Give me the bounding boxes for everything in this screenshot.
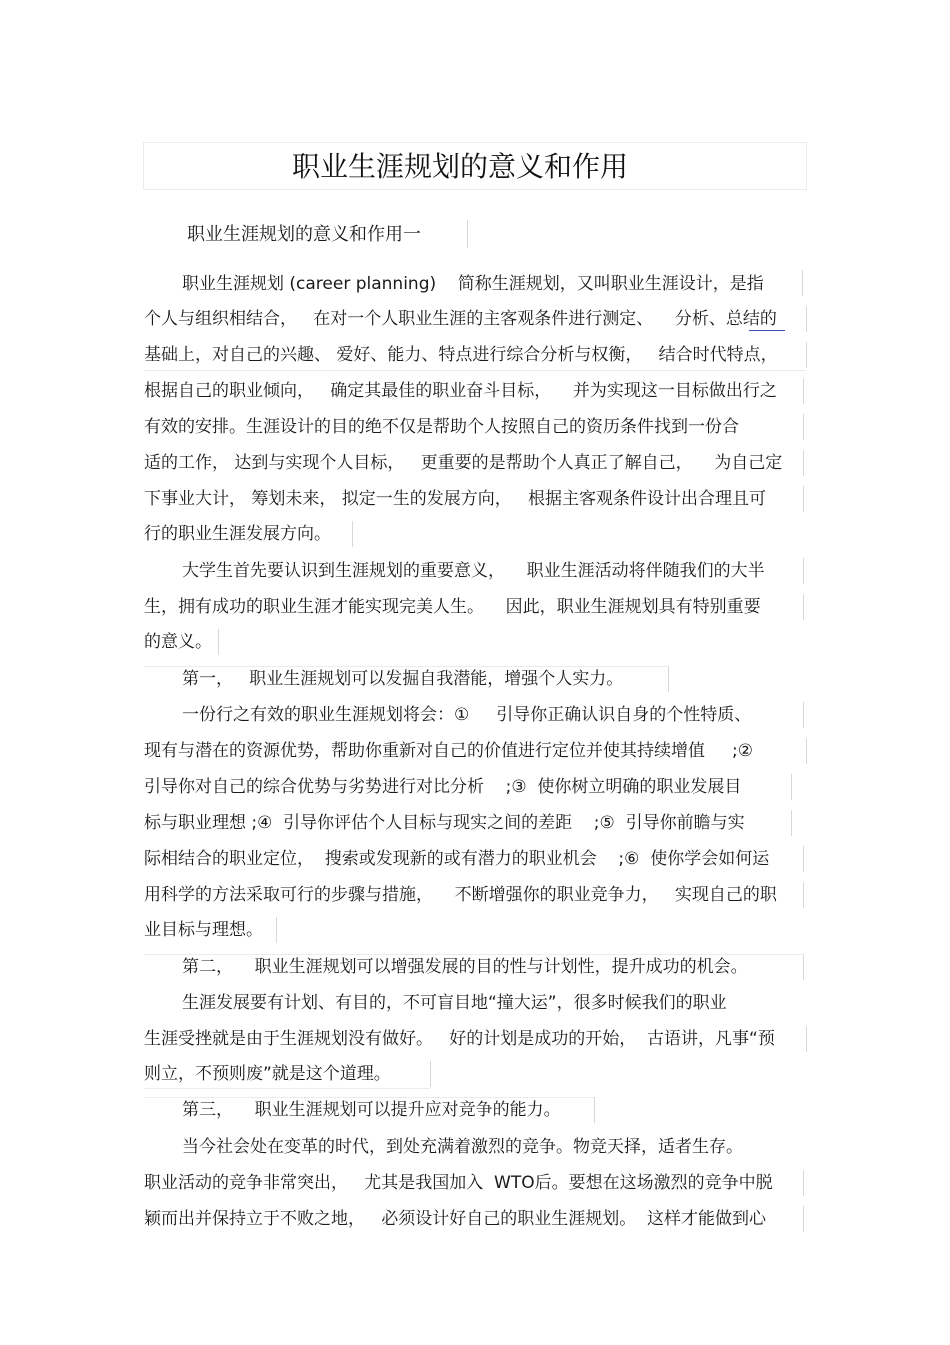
- line-frame-edge: [668, 666, 669, 692]
- line-frame-edge: [806, 1026, 807, 1052]
- line-frame-edge: [802, 270, 803, 296]
- line-frame-bottom: [144, 1088, 430, 1089]
- paragraph-line: 下事业大计， 筹划未来， 拟定一生的发展方向， 根据主客观条件设计出合理且可: [144, 489, 767, 509]
- paragraph-line: 生涯发展要有计划、有目的，不可盲目地“撞大运”，很多时候我们的职业: [182, 993, 727, 1013]
- line-frame-edge: [791, 774, 792, 800]
- paragraph-line: 基础上，对自己的兴趣、 爱好、能力、特点进行综合分析与权衡， 结合时代特点，: [144, 345, 778, 365]
- paragraph-line: 大学生首先要认识到生涯规划的重要意义， 职业生涯活动将伴随我们的大半: [182, 561, 765, 581]
- paragraph-line: 则立，不预则废”就是这个道理。: [144, 1064, 391, 1084]
- line-frame-edge: [803, 414, 804, 440]
- line-frame-edge: [803, 1206, 804, 1232]
- line-frame-edge: [803, 1170, 804, 1196]
- line-frame-edge: [803, 954, 804, 980]
- paragraph-line: 现有与潜在的资源优势，帮助你重新对自己的价值进行定位并使其持续增值 ;②: [144, 741, 753, 761]
- line-frame-edge: [806, 306, 807, 332]
- section-heading: 第一， 职业生涯规划可以发掘自我潜能，增强个人实力。: [182, 669, 624, 689]
- section-subtitle: 职业生涯规划的意义和作用一: [187, 224, 421, 245]
- paragraph-line: 引导你对自己的综合优势与劣势进行对比分析 ;③ 使你树立明确的职业发展目: [144, 777, 742, 797]
- paragraph-line: 适的工作， 达到与实现个人目标， 更重要的是帮助个人真正了解自己， 为自己定: [144, 453, 783, 473]
- line-frame-edge: [803, 594, 804, 620]
- page-title: 职业生涯规划的意义和作用: [291, 150, 628, 183]
- paragraph-line: 生，拥有成功的职业生涯才能实现完美人生。 因此，职业生涯规划具有特别重要: [144, 597, 761, 617]
- line-frame-edge: [430, 1061, 431, 1087]
- paragraph-line: 的意义。: [144, 632, 212, 652]
- paragraph-line: 当今社会处在变革的时代，到处充满着激烈的竞争。物竞天择，适者生存。: [182, 1137, 743, 1157]
- heading-frame-top: [144, 666, 668, 667]
- paragraph-line: 职业生涯规划 (career planning) 简称生涯规划，又叫职业生涯设计，是指: [182, 274, 764, 294]
- line-frame-edge: [803, 450, 804, 476]
- section-heading: 第三， 职业生涯规划可以提升应对竞争的能力。: [182, 1100, 561, 1120]
- heading-frame-top: [144, 1097, 594, 1098]
- line-frame-edge: [806, 342, 807, 368]
- link-underline: [749, 330, 785, 331]
- paragraph-line: 一份行之有效的职业生涯规划将会：① 引导你正确认识自身的个性特质、: [182, 705, 752, 725]
- line-frame-edge: [594, 1097, 595, 1123]
- line-frame-edge: [791, 810, 792, 836]
- paragraph-line: 根据自己的职业倾向， 确定其最佳的职业奋斗目标， 并为实现这一目标做出行之: [144, 381, 777, 401]
- paragraph-line: 用科学的方法采取可行的步骤与措施， 不断增强你的职业竞争力， 实现自己的职: [144, 885, 777, 905]
- paragraph-line: 行的职业生涯发展方向。: [144, 524, 331, 544]
- line-frame-edge: [803, 558, 804, 584]
- section-heading: 第二， 职业生涯规划可以增强发展的目的性与计划性，提升成功的机会。: [182, 957, 748, 977]
- paragraph-line: 有效的安排。生涯设计的目的绝不仅是帮助个人按照自己的资历条件找到一份合: [144, 417, 739, 437]
- line-frame-edge: [352, 521, 353, 547]
- paragraph-line: 业目标与理想。: [144, 920, 263, 940]
- paragraph-line: 生涯受挫就是由于生涯规划没有做好。 好的计划是成功的开始， 古语讲，凡事“预: [144, 1029, 775, 1049]
- line-frame-edge: [803, 882, 804, 908]
- line-frame-edge: [803, 702, 804, 728]
- paragraph-line: 标与职业理想 ;④ 引导你评估个人目标与现实之间的差距 ;⑤ 引导你前瞻与实: [144, 813, 745, 833]
- paragraph-line: 际相结合的职业定位， 搜索或发现新的或有潜力的职业机会 ;⑥ 使你学会如何运: [144, 849, 770, 869]
- paragraph-line: 个人与组织相结合， 在对一个人职业生涯的主客观条件进行测定、 分析、总结的: [144, 309, 777, 329]
- line-frame-edge: [806, 738, 807, 764]
- paragraph-line: 颖而出并保持立于不败之地， 必须设计好自己的职业生涯规划。 这样才能做到心: [144, 1209, 767, 1229]
- line-frame-edge: [803, 486, 804, 512]
- heading-frame-top: [144, 954, 803, 955]
- subtitle-frame-edge: [467, 220, 468, 248]
- line-frame-edge: [803, 846, 804, 872]
- line-frame-edge: [218, 629, 219, 655]
- line-frame-edge: [276, 917, 277, 943]
- paragraph-line: 职业活动的竞争非常突出， 尤其是我国加入 WTO后。要想在这场激烈的竞争中脱: [144, 1173, 773, 1193]
- line-frame-edge: [803, 378, 804, 404]
- line-frame-bottom: [144, 370, 806, 371]
